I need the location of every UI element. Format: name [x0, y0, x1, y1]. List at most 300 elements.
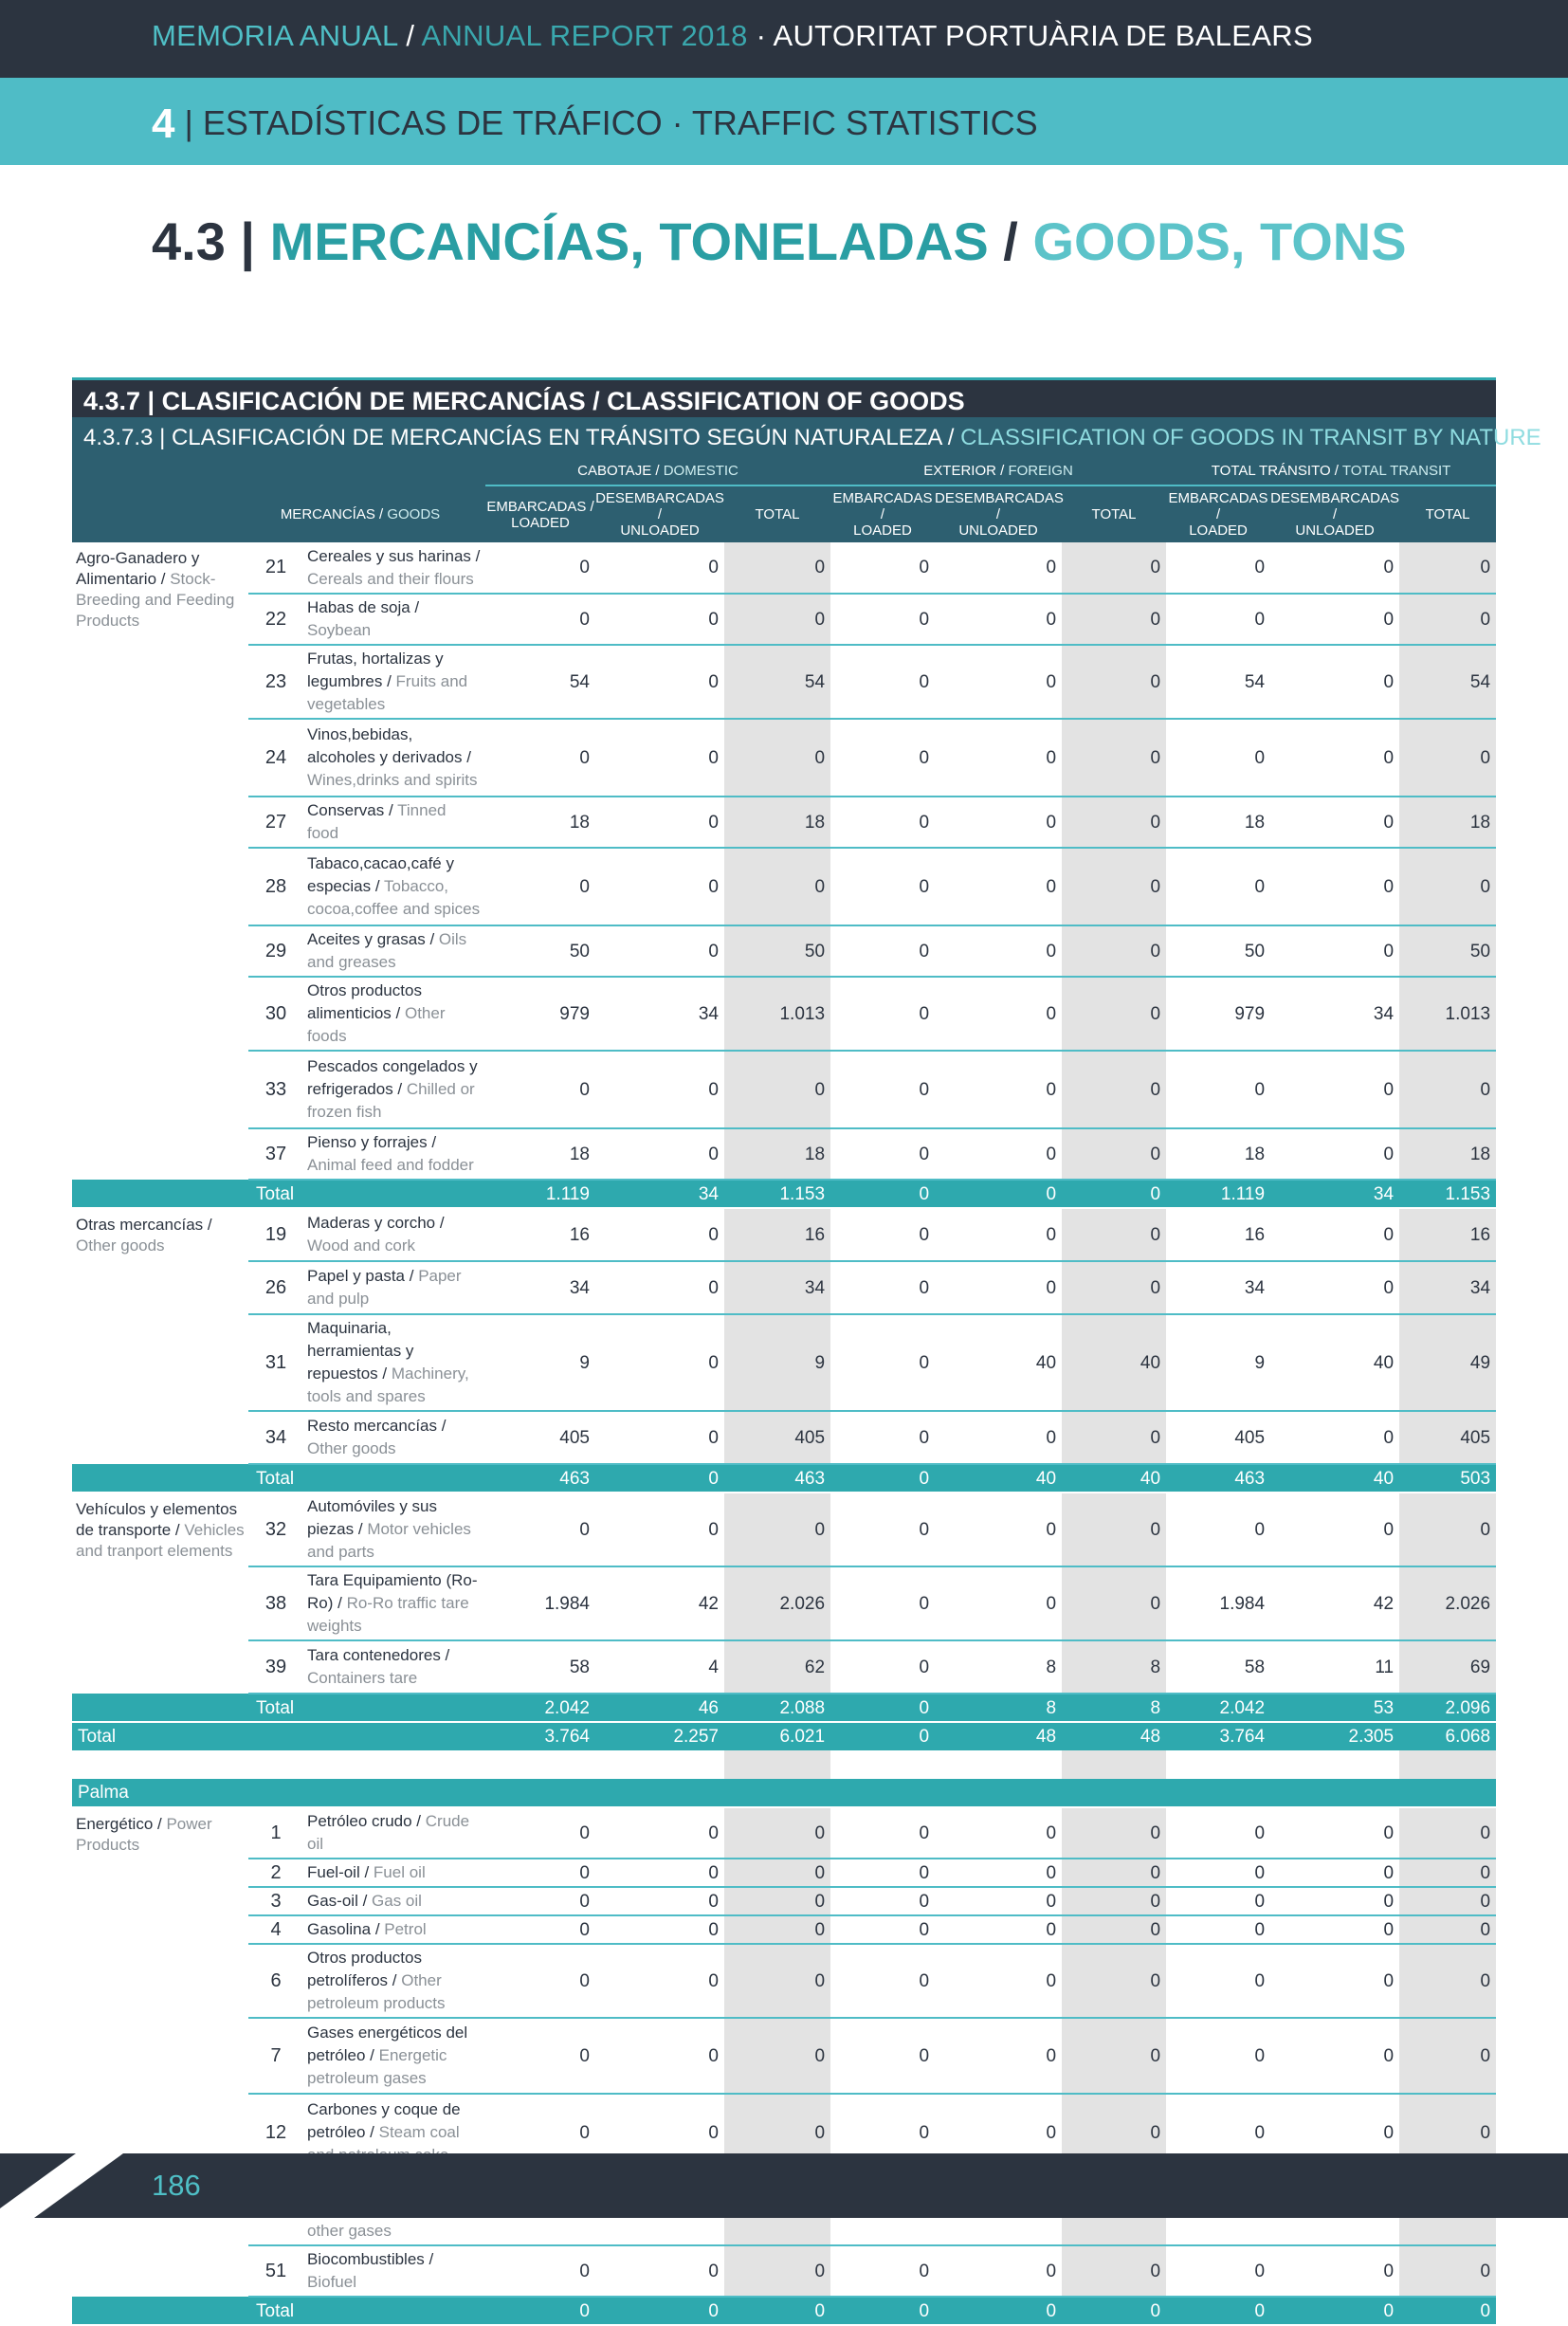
goods-header — [72, 485, 485, 542]
table-row — [72, 977, 1496, 1051]
goods-es: MERCANCÍAS / — [280, 505, 388, 522]
subtotal-value: 40 — [1062, 1464, 1166, 1493]
value-cell: 0 — [830, 2018, 935, 2094]
value-cell: 8 — [1062, 1640, 1166, 1694]
value-cell: 0 — [935, 848, 1062, 925]
value-cell: 0 — [485, 542, 595, 594]
value-cell: 0 — [1062, 1128, 1166, 1180]
value-cell: 0 — [1062, 925, 1166, 977]
unloaded-header — [595, 485, 724, 542]
transit-en: TOTAL TRANSIT — [1341, 463, 1451, 479]
value-cell: 0 — [1166, 2018, 1270, 2094]
value-cell: 0 — [830, 1411, 935, 1464]
table-row — [72, 925, 1496, 977]
transit-es: TOTAL TRÁNSITO / — [1211, 463, 1342, 479]
table-subtitle-es: 4.3.7.3 | CLASIFICACIÓN DE MERCANCÍAS EN TRÁNSITO SEGÚN NATURALEZA / — [83, 425, 961, 450]
value-cell: 0 — [1062, 1208, 1166, 1261]
value-cell: 0 — [1166, 719, 1270, 797]
category-es: Vehículos y elementos de transporte / — [76, 1500, 238, 1539]
description-en: Cereals and their flours — [307, 569, 474, 588]
page-number: 186 — [152, 2169, 201, 2202]
value-cell: 34 — [724, 1261, 830, 1314]
value-cell: 2.026 — [1399, 1566, 1496, 1640]
description-en: Oils and greases — [307, 930, 467, 971]
goods-description — [303, 1944, 485, 2018]
goods-description — [303, 542, 485, 594]
value-cell: 0 — [1270, 2018, 1399, 2094]
value-cell: 0 — [935, 1208, 1062, 1261]
spacer-blank — [72, 1750, 485, 1779]
category-en: Stock-Breeding and Feeding Products — [76, 570, 235, 630]
region-label: Palma — [72, 1779, 1496, 1807]
subtotal-value: 503 — [1399, 1464, 1496, 1493]
subtotal-value: 2.042 — [485, 1694, 595, 1722]
value-cell: 0 — [1270, 1051, 1399, 1128]
value-cell: 54 — [1399, 645, 1496, 719]
value-cell: 0 — [595, 1944, 724, 2018]
goods-description — [303, 645, 485, 719]
goods-code: 31 — [248, 1314, 303, 1411]
description-en: Paper and pulp — [307, 1267, 462, 1308]
goods-code: 4 — [248, 1915, 303, 1944]
spacer-cell — [1399, 1750, 1496, 1779]
description-es: Gases energéticos del petróleo / — [307, 2024, 468, 2064]
goods-table-container — [72, 377, 1541, 2326]
goods-code: 33 — [248, 1051, 303, 1128]
value-cell: 0 — [485, 1915, 595, 1944]
value-cell: 0 — [595, 2245, 724, 2297]
value-cell: 18 — [1166, 1128, 1270, 1180]
value-cell: 0 — [1270, 1944, 1399, 2018]
value-cell: 0 — [830, 1314, 935, 1411]
section-dot: · — [662, 103, 692, 142]
value-cell: 42 — [595, 1566, 724, 1640]
domestic-es: CABOTAJE / — [577, 463, 664, 479]
value-cell: 0 — [724, 2094, 830, 2171]
header-blank — [72, 457, 485, 485]
description-es: Frutas, hortalizas y legumbres / — [307, 650, 444, 690]
subtotal-value: 1.119 — [1166, 1180, 1270, 1208]
value-cell: 0 — [595, 2094, 724, 2171]
description-en: Tobacco, cocoa,coffee and spices — [307, 877, 481, 918]
subtotal-value: 8 — [1062, 1694, 1166, 1722]
category-cell — [72, 1208, 248, 1464]
value-cell: 0 — [724, 1493, 830, 1566]
subtotal-value: 463 — [485, 1464, 595, 1493]
value-cell: 0 — [830, 1051, 935, 1128]
loaded-header — [830, 485, 935, 542]
value-cell: 405 — [1166, 1411, 1270, 1464]
grand-total-value: 2.305 — [1270, 1722, 1399, 1750]
description-en: Fuel oil — [373, 1863, 426, 1881]
subtotal-value: 40 — [935, 1464, 1062, 1493]
goods-code: 30 — [248, 977, 303, 1051]
value-cell: 18 — [485, 1128, 595, 1180]
goods-code: 12 — [248, 2094, 303, 2171]
value-cell: 49 — [1399, 1314, 1496, 1411]
value-cell: 0 — [935, 797, 1062, 848]
value-cell: 16 — [1166, 1208, 1270, 1261]
goods-description — [303, 1314, 485, 1411]
value-cell: 979 — [1166, 977, 1270, 1051]
value-cell: 0 — [1166, 542, 1270, 594]
value-cell: 0 — [595, 1807, 724, 1859]
goods-description — [303, 1887, 485, 1915]
loaded-header-label-en: LOADED — [1189, 522, 1248, 539]
spacer-cell — [1166, 1750, 1270, 1779]
subtotal-value: 46 — [595, 1694, 724, 1722]
value-cell: 0 — [595, 1261, 724, 1314]
table-header — [72, 457, 1496, 542]
description-es: Conservas / — [307, 801, 398, 819]
value-cell: 0 — [1270, 1128, 1399, 1180]
section-bar — [0, 78, 1568, 165]
subtotal-row — [72, 2297, 1496, 2325]
table-row — [72, 1859, 1496, 1887]
value-cell: 0 — [1166, 1915, 1270, 1944]
value-cell: 0 — [595, 1859, 724, 1887]
value-cell: 0 — [485, 1859, 595, 1887]
grand-total-label: Total — [72, 1722, 485, 1750]
value-cell: 0 — [830, 542, 935, 594]
value-cell: 62 — [724, 1640, 830, 1694]
table-title: 4.3.7 | CLASIFICACIÓN DE MERCANCÍAS / CLASSIFICATION OF GOODS — [72, 377, 1496, 417]
value-cell: 0 — [1166, 1944, 1270, 2018]
description-es: Gas-oil / — [307, 1892, 373, 1910]
value-cell: 0 — [485, 1944, 595, 2018]
value-cell: 0 — [724, 1944, 830, 2018]
total-header — [724, 485, 830, 542]
description-es: Maderas y corcho / — [307, 1214, 445, 1232]
goods-code: 38 — [248, 1566, 303, 1640]
table-row — [72, 2245, 1496, 2297]
value-cell: 0 — [1270, 1859, 1399, 1887]
goods-code: 24 — [248, 719, 303, 797]
loaded-header-label: EMBARCADAS / — [1168, 490, 1268, 522]
value-cell: 0 — [1270, 925, 1399, 977]
value-cell: 0 — [830, 2245, 935, 2297]
value-cell: 0 — [935, 2018, 1062, 2094]
description-es: Papel y pasta / — [307, 1267, 419, 1285]
value-cell: 11 — [1270, 1640, 1399, 1694]
value-cell: 0 — [1062, 1051, 1166, 1128]
value-cell: 0 — [595, 848, 724, 925]
top-header-bar — [0, 0, 1568, 78]
value-cell: 0 — [485, 1493, 595, 1566]
subtotal-value: 0 — [1399, 2297, 1496, 2325]
value-cell: 40 — [1270, 1314, 1399, 1411]
description-es: Tara contenedores / — [307, 1646, 450, 1664]
goods-code: 39 — [248, 1640, 303, 1694]
section-title — [152, 101, 1038, 148]
description-en: Wood and cork — [307, 1236, 416, 1255]
subtotal-value: 0 — [830, 1464, 935, 1493]
page-title-en: GOODS, TONS — [1032, 211, 1407, 271]
category-cell — [72, 542, 248, 1180]
table-row — [72, 1915, 1496, 1944]
description-en: Other foods — [307, 1004, 446, 1045]
value-cell: 0 — [1062, 1807, 1166, 1859]
value-cell: 0 — [1166, 1493, 1270, 1566]
memoria-label: MEMORIA ANUAL — [152, 19, 398, 52]
subtotal-value: 0 — [830, 1694, 935, 1722]
value-cell: 16 — [1399, 1208, 1496, 1261]
value-cell: 50 — [1166, 925, 1270, 977]
value-cell: 18 — [1166, 797, 1270, 848]
total-header-label: TOTAL — [1425, 506, 1470, 522]
value-cell: 18 — [1399, 1128, 1496, 1180]
page-title — [152, 211, 1407, 272]
table-row — [72, 1128, 1496, 1180]
subtotal-blank — [72, 1464, 248, 1493]
description-es: Otros productos petrolíferos / — [307, 1949, 422, 1989]
description-en: Machinery, tools and spares — [307, 1364, 469, 1405]
value-cell: 18 — [1399, 797, 1496, 848]
table-row — [72, 1493, 1496, 1566]
value-cell: 1.013 — [724, 977, 830, 1051]
value-cell: 9 — [485, 1314, 595, 1411]
subtotal-value: 0 — [595, 1464, 724, 1493]
value-cell: 0 — [1270, 1915, 1399, 1944]
description-en: Other goods — [307, 1439, 396, 1457]
goods-description — [303, 1493, 485, 1566]
value-cell: 9 — [724, 1314, 830, 1411]
value-cell: 0 — [935, 1128, 1062, 1180]
foreign-header — [830, 457, 1166, 485]
subtotal-value: 0 — [1062, 2297, 1166, 2325]
value-cell: 16 — [724, 1208, 830, 1261]
subtotal-label: Total — [248, 1180, 485, 1208]
goods-description — [303, 1261, 485, 1314]
spacer-cell — [830, 1750, 935, 1779]
grand-total-value: 3.764 — [1166, 1722, 1270, 1750]
value-cell: 42 — [1270, 1566, 1399, 1640]
loaded-header-label-en: LOADED — [511, 514, 570, 531]
value-cell: 0 — [485, 719, 595, 797]
spacer-row — [72, 1750, 1496, 1779]
value-cell: 54 — [485, 645, 595, 719]
table-row — [72, 1566, 1496, 1640]
table-row — [72, 1208, 1496, 1261]
description-en: Fruits and vegetables — [307, 672, 468, 713]
unloaded-header — [1270, 485, 1399, 542]
goods-description — [303, 1566, 485, 1640]
value-cell: 0 — [935, 1493, 1062, 1566]
value-cell: 18 — [485, 797, 595, 848]
value-cell: 0 — [485, 594, 595, 645]
goods-description — [303, 1208, 485, 1261]
value-cell: 54 — [724, 645, 830, 719]
value-cell: 0 — [935, 1807, 1062, 1859]
goods-code: 19 — [248, 1208, 303, 1261]
description-es: Petróleo crudo / — [307, 1812, 426, 1830]
value-cell: 0 — [1166, 1807, 1270, 1859]
goods-table — [72, 457, 1496, 2326]
value-cell: 405 — [485, 1411, 595, 1464]
transit-header — [1166, 457, 1496, 485]
goods-description — [303, 1411, 485, 1464]
value-cell: 0 — [935, 2245, 1062, 2297]
value-cell: 0 — [1399, 1807, 1496, 1859]
subtotal-label: Total — [248, 1694, 485, 1722]
value-cell: 0 — [1062, 1944, 1166, 2018]
subtotal-blank — [72, 2297, 248, 2325]
value-cell: 0 — [1062, 1566, 1166, 1640]
table-row — [72, 1261, 1496, 1314]
goods-code: 32 — [248, 1493, 303, 1566]
value-cell: 34 — [1166, 1261, 1270, 1314]
loaded-header — [1166, 485, 1270, 542]
value-cell: 0 — [595, 1887, 724, 1915]
table-row — [72, 1807, 1496, 1859]
goods-description — [303, 925, 485, 977]
value-cell: 0 — [485, 848, 595, 925]
description-en: Chilled or frozen fish — [307, 1080, 475, 1121]
category-cell — [72, 1493, 248, 1694]
value-cell: 0 — [830, 1493, 935, 1566]
unloaded-header-label: DESEMBARCADAS / — [1270, 490, 1399, 522]
value-cell: 0 — [724, 719, 830, 797]
value-cell: 0 — [485, 2094, 595, 2171]
value-cell: 0 — [935, 925, 1062, 977]
value-cell: 0 — [1399, 719, 1496, 797]
subtotal-value: 0 — [1062, 1180, 1166, 1208]
value-cell: 0 — [1166, 2245, 1270, 2297]
value-cell: 0 — [485, 2018, 595, 2094]
spacer-cell — [1062, 1750, 1166, 1779]
table-row — [72, 594, 1496, 645]
page-title-slash: / — [988, 211, 1033, 271]
value-cell: 0 — [830, 1807, 935, 1859]
value-cell: 0 — [1270, 1261, 1399, 1314]
total-header — [1062, 485, 1166, 542]
value-cell: 0 — [1399, 1051, 1496, 1128]
goods-code: 22 — [248, 594, 303, 645]
value-cell: 0 — [724, 848, 830, 925]
value-cell: 1.013 — [1399, 977, 1496, 1051]
value-cell: 0 — [724, 1887, 830, 1915]
subtotal-value: 0 — [485, 2297, 595, 2325]
grand-total-value: 0 — [830, 1722, 935, 1750]
goods-description — [303, 2018, 485, 2094]
goods-code: 23 — [248, 645, 303, 719]
value-cell: 0 — [935, 1051, 1062, 1128]
description-en: Ro-Ro traffic tare weights — [307, 1594, 469, 1635]
table-row — [72, 1640, 1496, 1694]
value-cell: 0 — [1270, 1208, 1399, 1261]
value-cell: 0 — [485, 2245, 595, 2297]
value-cell: 0 — [830, 594, 935, 645]
value-cell: 0 — [485, 1887, 595, 1915]
description-es: Gasolina / — [307, 1920, 385, 1938]
value-cell: 0 — [724, 1051, 830, 1128]
goods-code: 29 — [248, 925, 303, 977]
value-cell: 0 — [1270, 2245, 1399, 2297]
value-cell: 0 — [935, 594, 1062, 645]
value-cell: 0 — [724, 1859, 830, 1887]
description-en: Wines,drinks and spirits — [307, 771, 478, 789]
value-cell: 0 — [830, 1208, 935, 1261]
value-cell: 69 — [1399, 1640, 1496, 1694]
grand-total-value: 3.764 — [485, 1722, 595, 1750]
description-es: Aceites y grasas / — [307, 930, 439, 948]
value-cell: 0 — [485, 1807, 595, 1859]
subtotal-value: 463 — [724, 1464, 830, 1493]
goods-description — [303, 848, 485, 925]
table-row — [72, 1051, 1496, 1128]
value-cell: 0 — [830, 1887, 935, 1915]
subtotal-value: 2.088 — [724, 1694, 830, 1722]
value-cell: 0 — [935, 1411, 1062, 1464]
annual-report-label: ANNUAL REPORT 2018 — [421, 19, 748, 52]
table-row — [72, 2018, 1496, 2094]
subtotal-value: 40 — [1270, 1464, 1399, 1493]
spacer-cell — [935, 1750, 1062, 1779]
value-cell: 0 — [935, 719, 1062, 797]
value-cell: 0 — [1062, 2094, 1166, 2171]
subtotal-value: 0 — [724, 2297, 830, 2325]
subtotal-value: 0 — [935, 2297, 1062, 2325]
value-cell: 0 — [1062, 1915, 1166, 1944]
value-cell: 0 — [1062, 1493, 1166, 1566]
description-en: Biofuel — [307, 2273, 356, 2291]
value-cell: 405 — [1399, 1411, 1496, 1464]
goods-description — [303, 594, 485, 645]
value-cell: 0 — [485, 1051, 595, 1128]
loaded-header-label: EMBARCADAS / — [832, 490, 933, 522]
grand-total-value: 48 — [1062, 1722, 1166, 1750]
value-cell: 0 — [1399, 2245, 1496, 2297]
value-cell: 0 — [935, 1859, 1062, 1887]
value-cell: 0 — [724, 2245, 830, 2297]
value-cell: 0 — [1166, 2094, 1270, 2171]
value-cell: 0 — [935, 1887, 1062, 1915]
subtotal-blank — [72, 1180, 248, 1208]
value-cell: 0 — [724, 1915, 830, 1944]
goods-code: 34 — [248, 1411, 303, 1464]
value-cell: 0 — [1399, 2094, 1496, 2171]
subtotal-value: 34 — [595, 1180, 724, 1208]
table-row — [72, 645, 1496, 719]
description-es: Vinos,bebidas, alcoholes y derivados / — [307, 725, 471, 766]
description-es: Cereales y sus harinas / — [307, 546, 481, 565]
value-cell: 0 — [1270, 848, 1399, 925]
subtotal-row — [72, 1464, 1496, 1493]
category-es: Agro-Ganadero y Alimentario / — [76, 549, 200, 588]
unloaded-header-label: DESEMBARCADAS / — [595, 490, 724, 522]
value-cell: 0 — [935, 2094, 1062, 2171]
value-cell: 0 — [595, 719, 724, 797]
goods-description — [303, 1915, 485, 1944]
value-cell: 0 — [724, 2018, 830, 2094]
value-cell: 0 — [1270, 1887, 1399, 1915]
value-cell: 0 — [1062, 542, 1166, 594]
subtotal-blank — [72, 1694, 248, 1722]
value-cell: 0 — [1399, 2018, 1496, 2094]
value-cell: 0 — [1399, 542, 1496, 594]
goods-description — [303, 719, 485, 797]
foreign-es: EXTERIOR / — [923, 463, 1009, 479]
category-es: Otras mercancías / — [76, 1216, 212, 1234]
domestic-en: DOMESTIC — [663, 463, 738, 479]
description-en: other gases — [307, 2222, 392, 2240]
unloaded-header-label-en: UNLOADED — [620, 522, 700, 539]
value-cell: 50 — [724, 925, 830, 977]
subtotal-label: Total — [248, 1464, 485, 1493]
value-cell: 0 — [1399, 594, 1496, 645]
value-cell: 18 — [724, 1128, 830, 1180]
subtotal-value: 2.042 — [1166, 1694, 1270, 1722]
